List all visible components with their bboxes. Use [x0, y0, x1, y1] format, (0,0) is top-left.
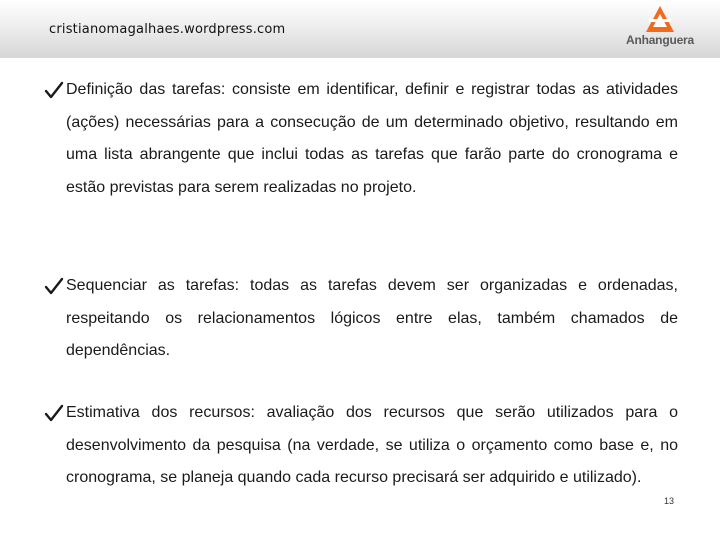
- site-url: cristianomagalhaes.wordpress.com: [49, 22, 286, 37]
- bullet-item: [44, 81, 684, 204]
- checkmark-icon: [44, 404, 64, 422]
- bullet-text: Estimativa dos recursos: avaliação dos recursos que serão utilizados para o desenvolvimento da pesquisa (na verdade, se utiliza o orçamento como base e, no cronograma, se planeja quando cada recurso precisará ser adquirido e utilizado).: [66, 404, 678, 486]
- bullet-item: [44, 277, 684, 368]
- header-band: [0, 0, 720, 58]
- bullet-item: [44, 404, 684, 495]
- logo-triangle-icon: [645, 5, 675, 33]
- bullet-text: Sequenciar as tarefas: todas as tarefas devem ser organizadas e ordenadas, respeitando os relacionamentos lógicos entre elas, também chamados de dependências.: [66, 277, 678, 359]
- checkmark-icon: [44, 81, 64, 99]
- bullet-text: Definição das tarefas: consiste em identificar, definir e registrar todas as atividades (ações) necessárias para a consecução de um determinado objetivo, resultando em uma lista abrangente que inclui todas as tarefas que farão parte do cronograma e estão previstas para serem realizadas no projeto.: [66, 81, 678, 196]
- checkmark-icon: [44, 277, 64, 295]
- anhanguera-logo: [612, 3, 708, 53]
- page-number: 13: [664, 496, 675, 506]
- logo-text: Anhanguera: [625, 33, 694, 47]
